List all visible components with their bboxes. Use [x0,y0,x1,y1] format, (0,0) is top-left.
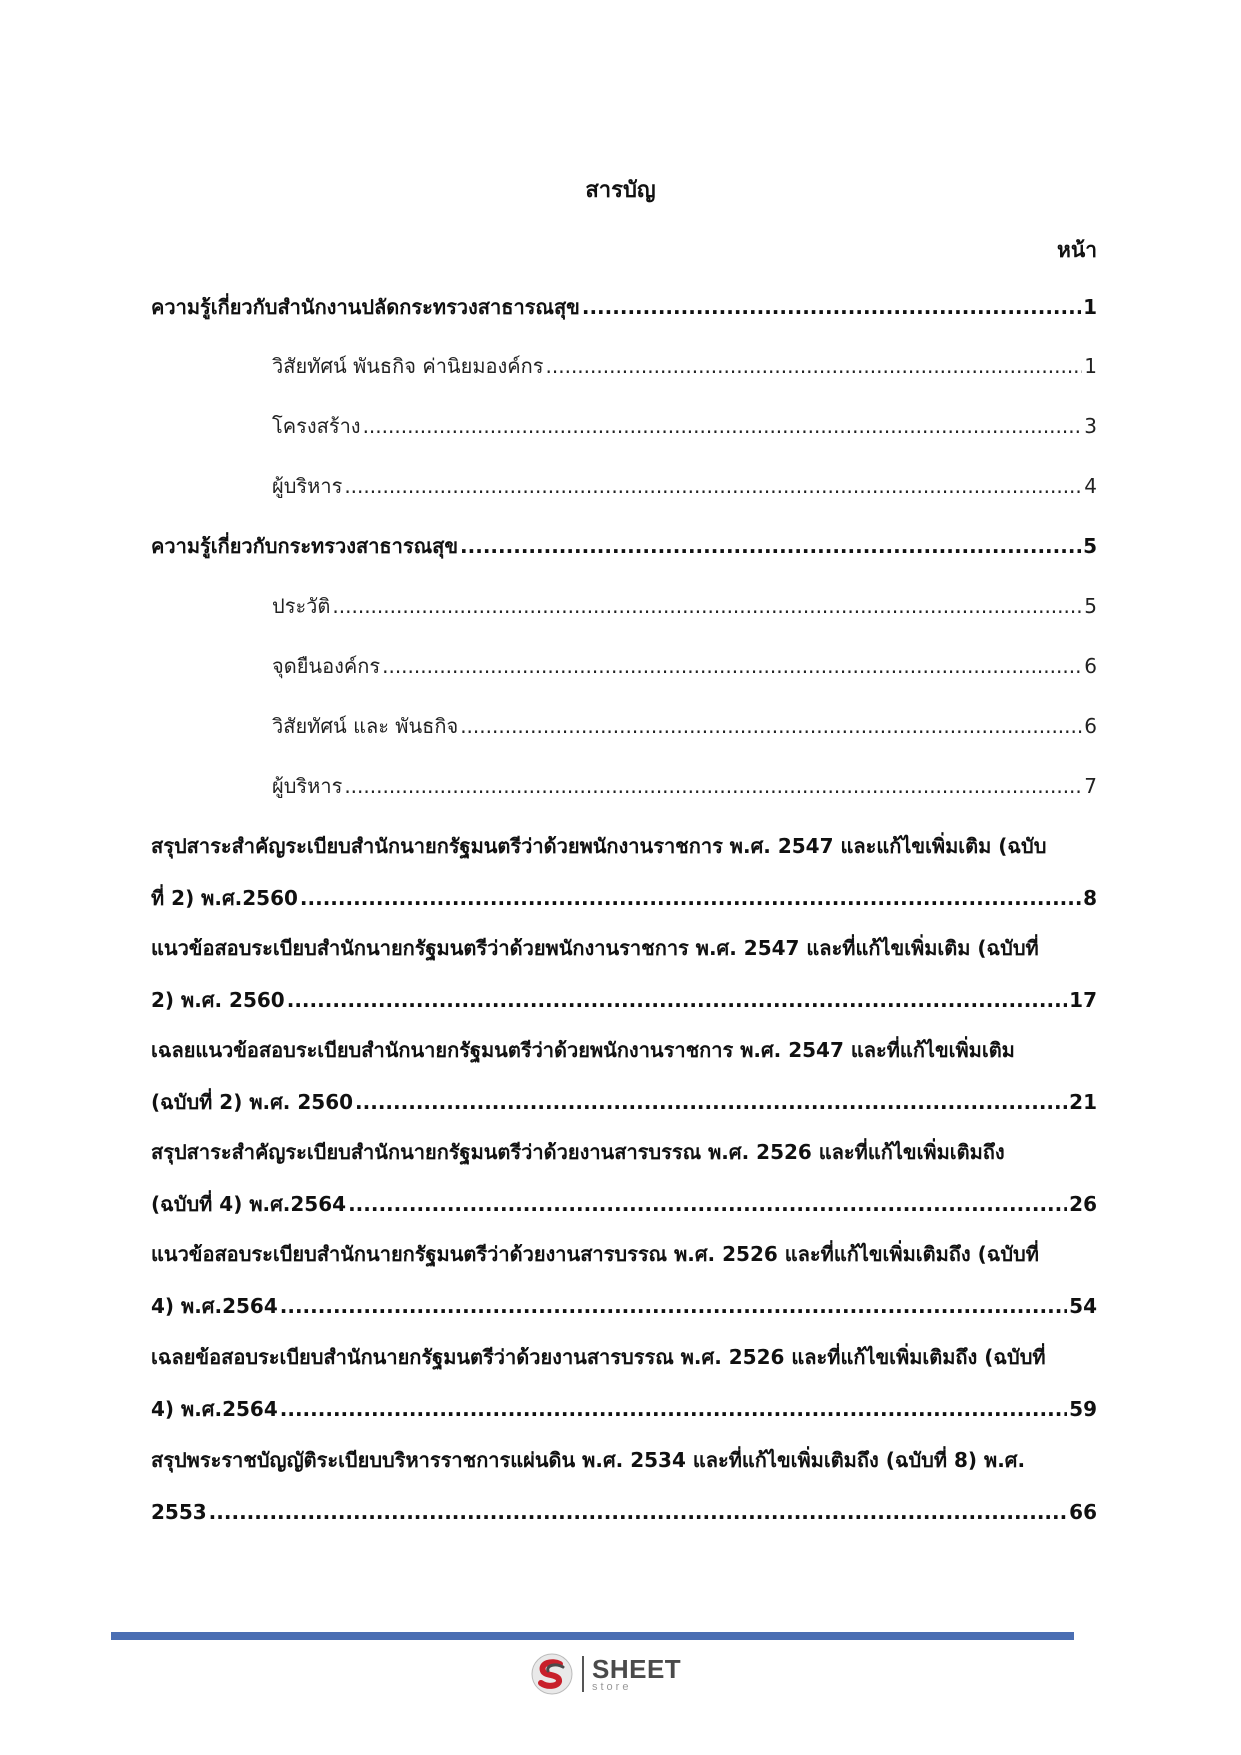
footer-divider [111,1632,1074,1640]
toc-entry-page: 7 [1084,774,1097,798]
toc-subentry[interactable] [272,711,1097,741]
logo-separator [582,1656,584,1692]
toc-entry-title-line2: 4) พ.ศ.2564 [151,1397,278,1421]
toc-entry-page: 5 [1083,534,1097,558]
toc-entry-title-line1: เฉลยข้อสอบระเบียบสำนักนายกรัฐมนตรีว่าด้วยงานสารบรรณ พ.ศ. 2526 และที่แก้ไขเพิ่มเติมถึง (ฉบับที่ [151,1345,1046,1369]
toc-entry-title: วิสัยทัศน์ และ พันธกิจ [272,714,459,738]
toc-entry-title-line1: สรุปสาระสำคัญระเบียบสำนักนายกรัฐมนตรีว่าด้วยงานสารบรรณ พ.ศ. 2526 และที่แก้ไขเพิ่มเติมถึง [151,1140,1005,1164]
toc-entry-title-line2: 4) พ.ศ.2564 [151,1294,278,1318]
toc-entry-title: วิสัยทัศน์ พันธกิจ ค่านิยมองค์กร [272,354,544,378]
toc-entry-title-line1: สรุปพระราชบัญญัติระเบียบบริหารราชการแผ่นดิน พ.ศ. 2534 และที่แก้ไขเพิ่มเติมถึง (ฉบับที่ 8) พ.ศ. [151,1448,1026,1472]
footer-logo [530,1652,681,1696]
toc-subentry[interactable] [272,411,1097,441]
toc-entry-title: ความรู้เกี่ยวกับกระทรวงสาธารณสุข [151,534,459,558]
toc-entry-title-line2: ที่ 2) พ.ศ.2560 [151,886,298,910]
toc-entry[interactable] [151,531,1097,561]
toc-entry-page: 1 [1084,354,1097,378]
toc-entry-page: 3 [1084,414,1097,438]
toc-entry[interactable] [151,1035,1097,1117]
toc-entry[interactable] [151,292,1097,322]
toc-entry[interactable] [151,1342,1097,1424]
toc-subentry[interactable] [272,471,1097,501]
sheet-store-logo-icon [530,1652,574,1696]
toc-entry-title: โครงสร้าง [272,414,361,438]
toc-subentry[interactable] [272,771,1097,801]
toc-entry-title: ประวัติ [272,594,331,618]
toc-entry-title: ผู้บริหาร [272,774,343,798]
toc-entry-title-line2: 2) พ.ศ. 2560 [151,988,285,1012]
toc-entry-title-line2: 2553 [151,1500,207,1524]
toc-entry[interactable] [151,933,1097,1015]
toc-entry-page: 1 [1083,295,1097,319]
toc-entry[interactable] [151,1445,1097,1527]
toc-entry-title-line1: เฉลยแนวข้อสอบระเบียบสำนักนายกรัฐมนตรีว่าด้วยพนักงานราชการ พ.ศ. 2547 และที่แก้ไขเพิ่มเติม [151,1038,1015,1062]
toc-entry-page: 66 [1069,1500,1097,1524]
toc-entry-title: ผู้บริหาร [272,474,343,498]
toc-entry-title: จุดยืนองค์กร [272,654,381,678]
brand-subtitle: store [592,1680,632,1693]
toc-entry-page: 26 [1069,1192,1097,1216]
toc-entry-page: 17 [1069,988,1097,1012]
toc-subentry[interactable] [272,591,1097,621]
toc-entry-page: 6 [1084,654,1097,678]
toc-subentry[interactable] [272,351,1097,381]
toc-entry-page: 4 [1084,474,1097,498]
toc-entry-page: 6 [1084,714,1097,738]
toc-entry-page: 5 [1084,594,1097,618]
toc-entry-title: ความรู้เกี่ยวกับสำนักงานปลัดกระทรวงสาธารณสุข [151,295,580,319]
toc-subentry[interactable] [272,651,1097,681]
toc-entry-page: 8 [1083,886,1097,910]
toc-entry[interactable] [151,1137,1097,1219]
toc-entry-title-line2: (ฉบับที่ 4) พ.ศ.2564 [151,1192,347,1216]
toc-entry-page: 21 [1069,1090,1097,1114]
brand-name: SHEET [592,1653,682,1684]
toc-entry-title-line1: แนวข้อสอบระเบียบสำนักนายกรัฐมนตรีว่าด้วยพนักงานราชการ พ.ศ. 2547 และที่แก้ไขเพิ่มเติม (ฉบับที่ [151,936,1039,960]
toc-entry-title-line1: สรุปสาระสำคัญระเบียบสำนักนายกรัฐมนตรีว่าด้วยพนักงานราชการ พ.ศ. 2547 และแก้ไขเพิ่มเติม (ฉบับ [151,834,1047,858]
toc-entry[interactable] [151,831,1097,913]
toc-entry-page: 54 [1069,1294,1097,1318]
page-title: สารบัญ [585,178,656,203]
toc-entry[interactable] [151,1239,1097,1321]
toc-entry-page: 59 [1069,1397,1097,1421]
toc-entry-title-line2: (ฉบับที่ 2) พ.ศ. 2560 [151,1090,354,1114]
page-column-header: หน้า [1057,238,1097,262]
toc-entry-title-line1: แนวข้อสอบระเบียบสำนักนายกรัฐมนตรีว่าด้วยงานสารบรรณ พ.ศ. 2526 และที่แก้ไขเพิ่มเติมถึง (ฉบับที่ [151,1242,1039,1266]
